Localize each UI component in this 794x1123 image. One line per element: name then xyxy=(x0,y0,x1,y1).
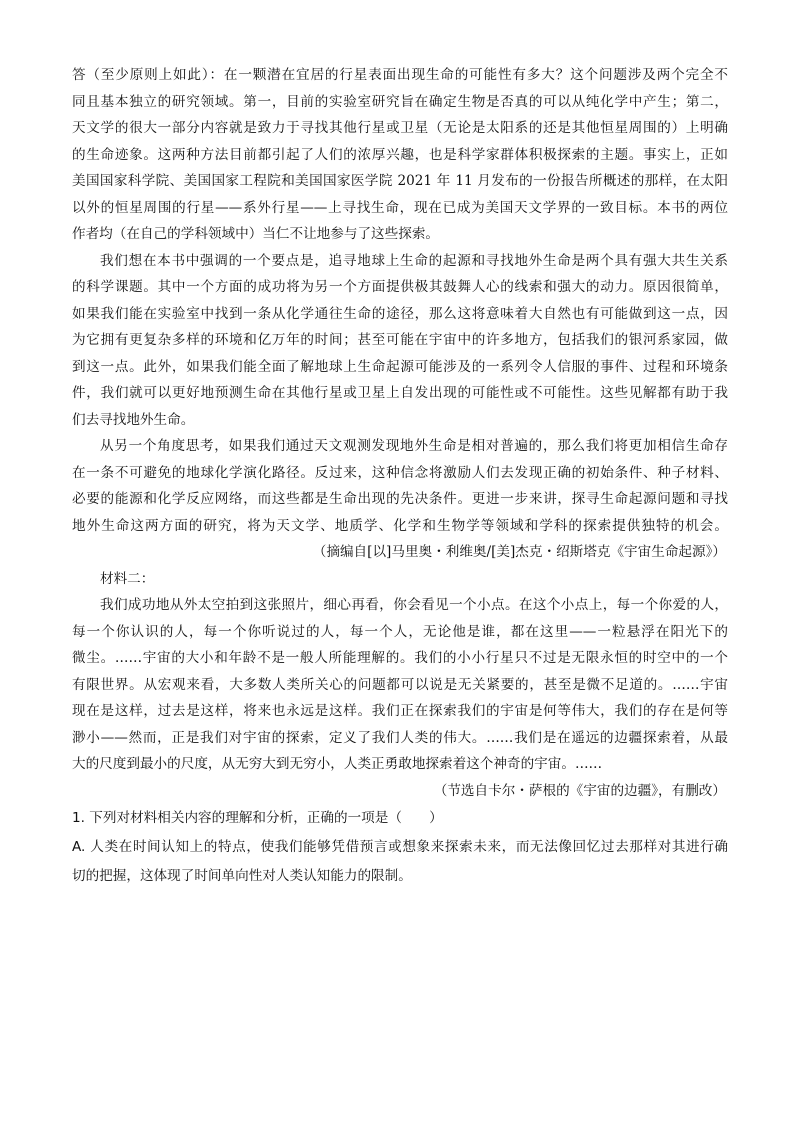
text-line: 以外的恒星周围的行星——系外行星——上寻找生命，现在已成为美国天文学界的一致目标。本书的两位 xyxy=(72,199,728,216)
text-line: 为它拥有更复杂多样的环境和亿万年的时间；甚至可能在宇宙中的许多地方，包括我们的银河系家园，做 xyxy=(72,332,728,348)
text-line: 微尘。……宇宙的大小和年龄不是一般人所能理解的。我们的小小行星只不过是无限永恒的时空中的一个 xyxy=(72,650,728,666)
text-line: 到这一点。此外，如果我们能全面了解地球上生命起源可能涉及的一系列令人信服的事件、过程和环境条 xyxy=(72,358,728,375)
text-line: 现在是这样，过去是这样，将来也永远是这样。我们正在探索我们的宇宙是何等伟大，我们的存在是何等 xyxy=(72,703,728,719)
question-1 xyxy=(72,804,728,891)
option-a xyxy=(72,833,728,891)
text-line: 的生命迹象。这两种方法目前都引起了人们的浓厚兴趣，也是科学家群体积极探索的主题。事实上，正如 xyxy=(72,146,728,163)
paragraph-2 xyxy=(72,248,728,434)
text-line: 我们想在本书中强调的一个要点是，追寻地球上生命的起源和寻找地外生命是两个具有强大共生关系 xyxy=(100,252,728,269)
option-a-line: A. 人类在时间认知上的特点，使我们能够凭借预言或想象来探索未来，而无法像回忆过去那样对其进行确 xyxy=(72,839,728,855)
text-line: 们去寻找地外生命。 xyxy=(72,411,195,428)
text-line: 在一条不可避免的地球化学演化路径。反过来，这种信念将激励人们去发现正确的初始条件、种子材料、 xyxy=(72,464,728,481)
paragraph-3 xyxy=(72,433,728,539)
text-line: 有限世界。从宏观来看，大多数人类所关心的问题都可以说是无关紧要的，甚至是微不足道的。……宇宙 xyxy=(72,676,728,693)
text-line: 我们成功地从外太空拍到这张照片，细心再看，你会看见一个小点。在这个小点上，每一个你爱的人， xyxy=(100,597,728,613)
text-line: 件，我们就可以更好地预测生命在其他行星或卫星上自发出现的可能性或不可能性。这些见解都有助于我 xyxy=(72,385,728,401)
text-line: 美国国家科学院、美国国家工程院和美国国家医学院 2021 年 11 月发布的一份报告所概述的那样，在太阳 xyxy=(72,173,728,189)
document-page xyxy=(72,62,728,891)
text-line: 每一个你认识的人，每一个你听说过的人，每一个人，无论他是谁，都在这里——一粒悬浮在阳光下的 xyxy=(72,623,728,640)
text-line: 天文学的很大一部分内容就是致力于寻找其他行星或卫星（无论是太阳系的还是其他恒星周围的）上明确 xyxy=(72,120,728,136)
text-line: 答（至少原则上如此）：在一颗潜在宜居的行星表面出现生命的可能性有多大？这个问题涉及两个完全不 xyxy=(72,67,728,83)
paragraph-4 xyxy=(72,592,728,778)
text-line: 大的尺度到最小的尺度，从无穷大到无穷小，人类正勇敢地探索着这个神奇的宇宙。…… xyxy=(72,756,603,772)
text-line: 同且基本独立的研究领域。第一，目前的实验室研究旨在确定生物是否真的可以从纯化学中产生；第二， xyxy=(72,93,728,110)
material-2-label: 材料二： xyxy=(100,570,155,587)
source-citation-2: （节选自卡尔・萨根的《宇宙的边疆》，有删改） xyxy=(433,782,726,799)
text-line: 作者均（在自己的学科领域中）当仁不让地参与了这些探索。 xyxy=(72,226,440,242)
source-citation-1: （摘编自[以]马里奥・利维奥/[美]杰克・绍斯塔克《宇宙生命起源》） xyxy=(312,544,726,560)
text-line: 地外生命这两方面的研究，将为天文学、地质学、化学和生物学等领域和学科的探索提供独特的机会。 xyxy=(72,517,728,534)
paragraph-1 xyxy=(72,62,728,248)
text-line: 必要的能源和化学反应网络，而这些都是生命出现的先决条件。更进一步来讲，探寻生命起源问题和寻找 xyxy=(72,491,728,507)
text-line: 的科学课题。其中一个方面的成功将为另一个方面提供极其鼓舞人心的线索和强大的动力。原因很简单， xyxy=(72,279,728,295)
text-line: 从另一个角度思考，如果我们通过天文观测发现地外生命是相对普遍的，那么我们将更加相信生命存 xyxy=(100,438,728,454)
option-a-line: 切的把握，这体现了时间单向性对人类认知能力的限制。 xyxy=(72,868,412,884)
text-line: 如果我们能在实验室中找到一条从化学通往生命的途径，那么这将意味着大自然也有可能做到这一点，因 xyxy=(72,305,728,322)
text-line: 渺小——然而，正是我们对宇宙的探索，定义了我们人类的伟大。……我们是在遥远的边疆探索着，从最 xyxy=(72,729,728,746)
question-stem: 1. 下列对材料相关内容的理解和分析，正确的一项是（ ） xyxy=(72,810,443,826)
